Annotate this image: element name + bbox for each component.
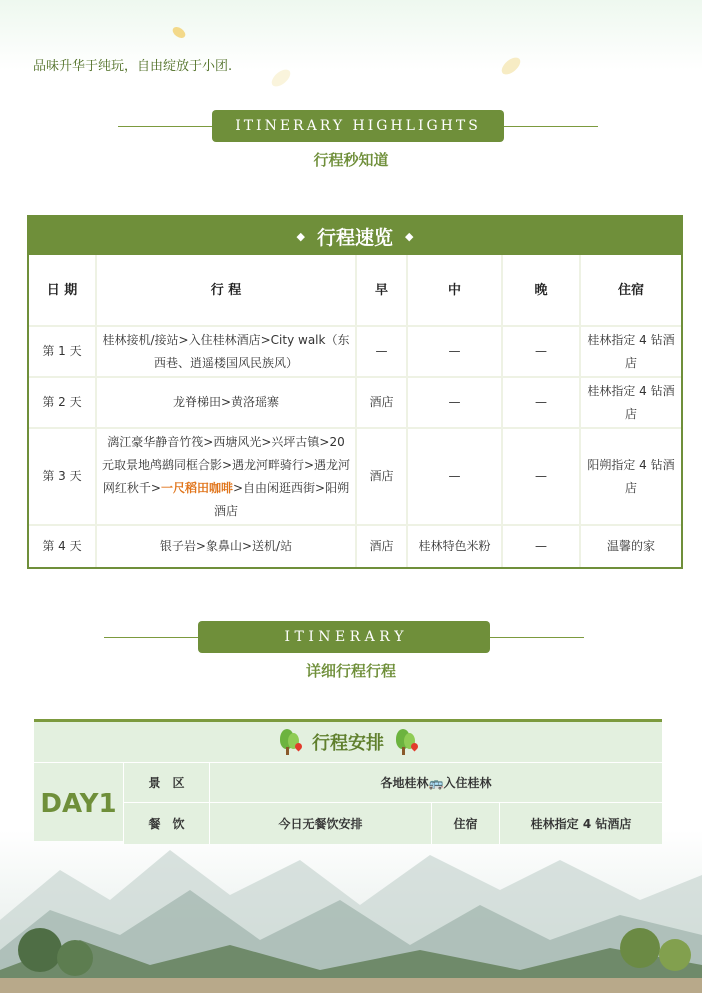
row-lunch: — [408,429,503,524]
row-breakfast: 酒店 [357,429,408,524]
row-route: 银子岩>象鼻山>送机/站 [97,526,357,567]
row-lunch: — [408,327,503,376]
tree-pin-icon [278,729,302,755]
header-date: 日 期 [29,255,97,325]
header-route: 行 程 [97,255,357,325]
detail-title: 行程安排 [312,733,384,754]
row-route: 龙脊梯田>黄洛瑶寨 [97,378,357,427]
diamond-icon: ◆ [296,229,305,243]
day-label: DAY1 [34,762,123,844]
overview-table [27,215,683,569]
header-dinner: 晚 [503,255,581,325]
scenic-value: 各地桂林🚌入住桂林 [209,762,662,802]
row-breakfast: 酒店 [357,378,408,427]
overview-caption [29,217,681,255]
row-lunch: — [408,378,503,427]
table-row [29,327,681,378]
highlights-subtitle: 行程秒知道 [313,151,389,169]
scenic-row [123,762,662,802]
route-text: >自由闲逛西街>阳朔酒店 [213,480,350,518]
meal-value: 今日无餐饮安排 [209,802,431,844]
highlights-banner-label: ITINERARY HIGHLIGHTS [212,110,504,142]
itinerary-banner [0,621,702,653]
header-stay: 住宿 [617,282,644,298]
row-route: 桂林接机/接站>入住桂林酒店>City walk（东西巷、逍遥楼国风民族风） [97,327,357,376]
overview-grid [29,255,681,567]
highlights-banner [0,110,702,142]
row-day: 第 2 天 [29,378,97,427]
diamond-icon: ◆ [405,229,414,243]
row-dinner: — [503,378,581,427]
row-breakfast: 酒店 [357,526,408,567]
row-stay: 温馨的家 [606,539,655,553]
row-dinner: — [503,327,581,376]
detail-caption [34,722,662,762]
overview-title: 行程速览 [316,226,393,249]
row-lunch: 桂林特色米粉 [408,526,503,567]
row-day: 第 4 天 [29,526,97,567]
row-stay: 桂林指定 4 钻酒店 [587,332,675,370]
itinerary-banner-label: I T I N E R A R Y [198,621,490,653]
stay-value: 桂林指定 4 钻酒店 [499,802,662,844]
landscape-illustration [0,830,702,993]
tree-pin-icon [394,729,418,755]
route-text: 漓江豪华静音竹筏>西塘风光>兴坪古镇>20 元取景地鸬鹚同框合影>遇龙河畔骑行>遇龙河网红秋千> [101,434,351,495]
row-day: 第 3 天 [29,429,97,524]
table-header-row [29,255,681,327]
tagline: 品味升华于纯玩，自由绽放于小团. [33,59,233,74]
row-dinner: — [503,526,581,567]
scenic-label: 景 区 [123,762,209,802]
row-dinner: — [503,429,581,524]
row-route [97,429,357,524]
header-lunch: 中 [408,255,503,325]
header-breakfast: 早 [357,255,408,325]
day-detail-table [34,719,662,841]
table-row [29,526,681,567]
row-breakfast: — [357,327,408,376]
row-day: 第 1 天 [29,327,97,376]
itinerary-subtitle: 详细行程行程 [305,662,396,680]
meal-label: 餐 饮 [123,802,209,844]
row-stay: 桂林指定 4 钻酒店 [587,383,675,421]
row-stay: 阳朔指定 4 钻酒店 [587,457,675,495]
table-row [29,378,681,429]
route-highlight: 一尺稻田咖啡 [160,480,233,495]
stay-label: 住宿 [431,802,499,844]
table-row [29,429,681,526]
meal-row [123,802,662,844]
